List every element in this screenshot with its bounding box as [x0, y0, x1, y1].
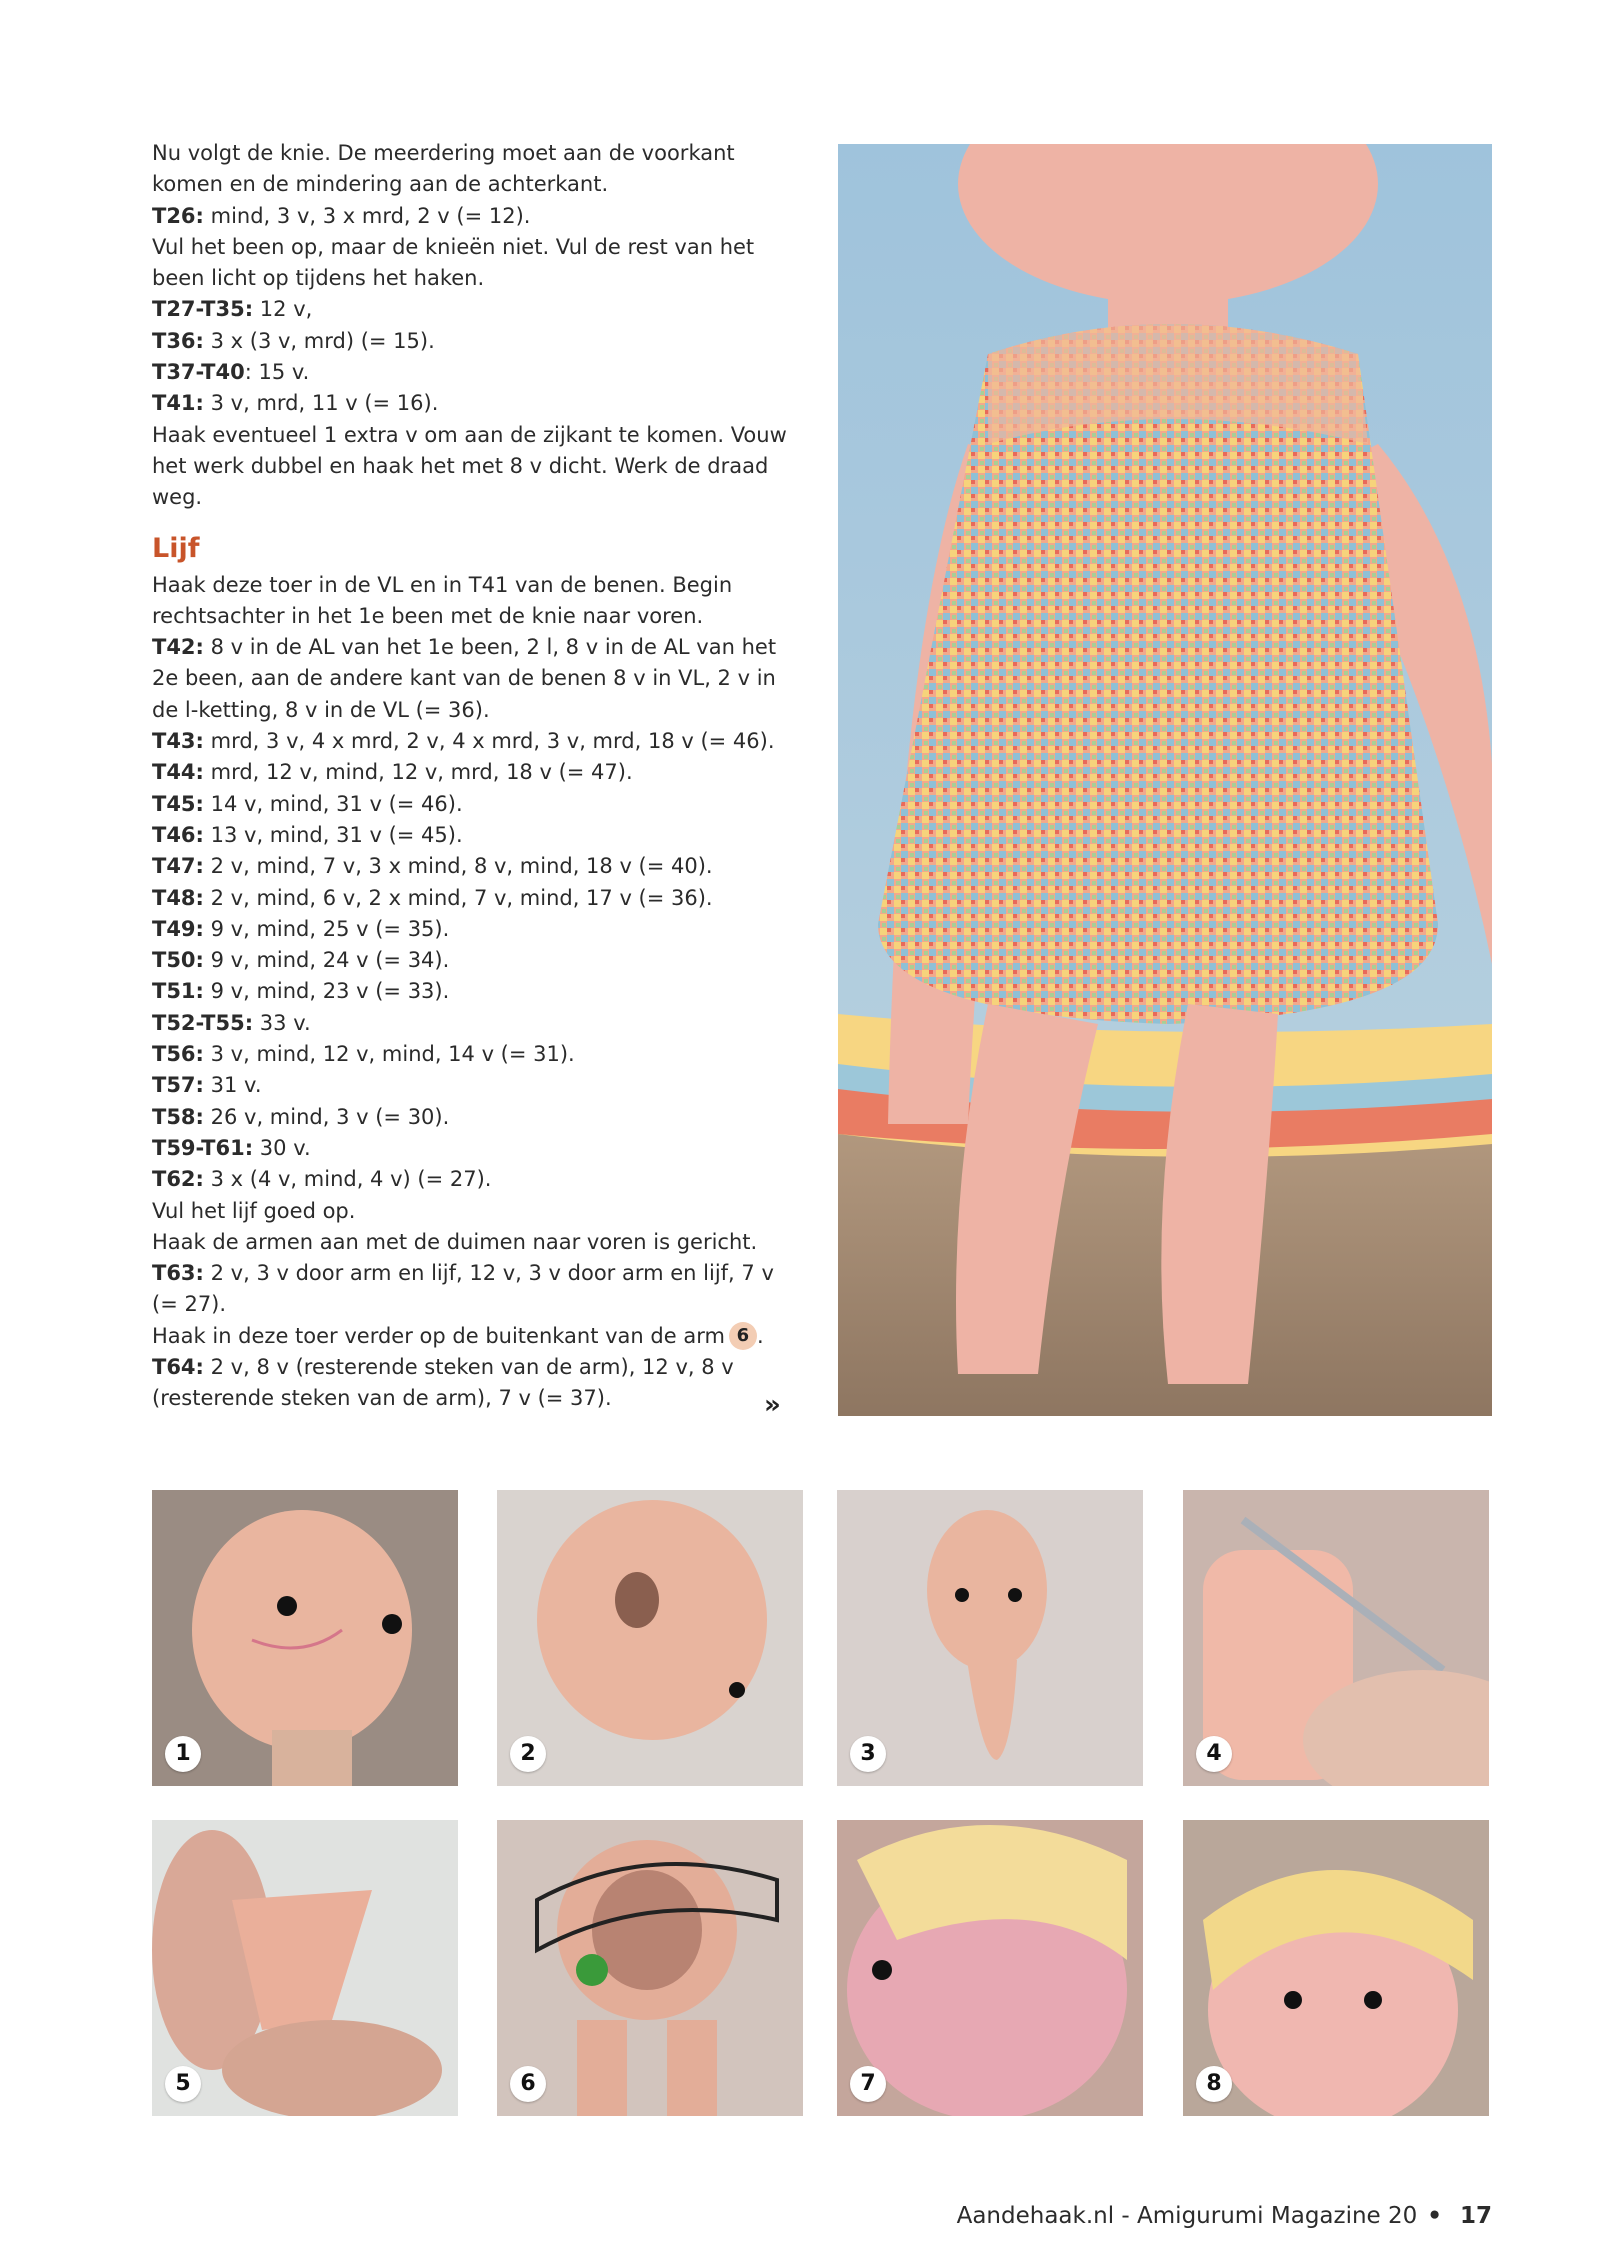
main-doll-photo	[838, 144, 1492, 1416]
section-title-lijf: Lijf	[152, 532, 200, 564]
pattern-row: T41: 3 v, mrd, 11 v (= 16).	[152, 391, 439, 416]
pattern-row: T47: 2 v, mind, 7 v, 3 x mind, 8 v, mind, 18 v (= 40).	[152, 854, 713, 879]
pattern-text	[152, 138, 802, 1415]
arms-note: Haak de armen aan met de duimen naar voren is gericht.	[152, 1229, 758, 1254]
continue-mark: »	[764, 1390, 781, 1420]
pattern-row: T56: 3 v, mind, 12 v, mind, 14 v (= 31).	[152, 1042, 575, 1067]
step-photo-7	[837, 1820, 1143, 2116]
step-badge: 7	[850, 2066, 886, 2102]
step-photo-6	[497, 1820, 803, 2116]
step-badge: 8	[1196, 2066, 1232, 2102]
step-photo-1	[152, 1490, 458, 1786]
pattern-row: T44: mrd, 12 v, mind, 12 v, mrd, 18 v (= 47).	[152, 760, 633, 785]
outer-note: Haak in deze toer verder op de buitenkant van de arm 6 .	[152, 1323, 764, 1348]
pattern-row: T48: 2 v, mind, 6 v, 2 x mind, 7 v, mind, 17 v (= 36).	[152, 885, 713, 910]
pattern-row: T27-T35: 12 v,	[152, 297, 313, 322]
pattern-row: T57: 31 v.	[152, 1073, 262, 1098]
pattern-row: T64: 2 v, 8 v (resterende steken van de arm), 12 v, 8 v (resterende steken van de arm), 7 v (= 37).	[152, 1354, 734, 1411]
pattern-row: T51: 9 v, mind, 23 v (= 33).	[152, 979, 450, 1004]
body-intro: Haak deze toer in de VL en in T41 van de benen. Begin rechtsachter in het 1e been met de knie naar voren.	[152, 572, 733, 628]
fill-body-note: Vul het lijf goed op.	[152, 1198, 356, 1223]
step-photo-8	[1183, 1820, 1489, 2116]
pattern-row: T43: mrd, 3 v, 4 x mrd, 2 v, 4 x mrd, 3 v, mrd, 18 v (= 46).	[152, 729, 775, 754]
pattern-row: T63: 2 v, 3 v door arm en lijf, 12 v, 3 v door arm en lijf, 7 v (= 27).	[152, 1261, 774, 1317]
pattern-row: T46: 13 v, mind, 31 v (= 45).	[152, 822, 463, 847]
pattern-row: T26: mind, 3 v, 3 x mrd, 2 v (= 12).	[152, 203, 531, 228]
page-number: 17	[1459, 2203, 1492, 2229]
photo-ref-badge: 6	[729, 1322, 757, 1350]
pattern-row: T62: 3 x (4 v, mind, 4 v) (= 27).	[152, 1167, 492, 1192]
pattern-row: T52-T55: 33 v.	[152, 1010, 311, 1035]
fill-leg-note: Vul het been op, maar de knieën niet. Vul de rest van het been licht op tijdens het haken.	[152, 234, 755, 291]
footer-site: Aandehaak.nl - Amigurumi Magazine 20	[956, 2203, 1418, 2229]
step-badge: 1	[165, 1736, 201, 1772]
pattern-row: T36: 3 x (3 v, mrd) (= 15).	[152, 328, 435, 353]
step-badge: 3	[850, 1736, 886, 1772]
step-photo-5	[152, 1820, 458, 2116]
pattern-row: T59-T61: 30 v.	[152, 1135, 311, 1160]
step-badge: 2	[510, 1736, 546, 1772]
pattern-row: T37-T40: 15 v.	[152, 360, 310, 385]
step-badge: 4	[1196, 1736, 1232, 1772]
pattern-row: T50: 9 v, mind, 24 v (= 34).	[152, 948, 450, 973]
step-badge: 5	[165, 2066, 201, 2102]
pattern-row: T49: 9 v, mind, 25 v (= 35).	[152, 916, 450, 941]
pattern-row: T45: 14 v, mind, 31 v (= 46).	[152, 791, 463, 816]
step-badge: 6	[510, 2066, 546, 2102]
pattern-row: T58: 26 v, mind, 3 v (= 30).	[152, 1104, 450, 1129]
leg-close-note: Haak eventueel 1 extra v om aan de zijkant te komen. Vouw het werk dubbel en haak het met 8 v dicht. Werk de draad weg.	[152, 422, 787, 510]
doll-illustration	[838, 144, 1492, 1416]
knee-intro: Nu volgt de knie. De meerdering moet aan de voorkant komen en de mindering aan de achterkant.	[152, 141, 735, 197]
step-photo-3	[837, 1490, 1143, 1786]
footer-separator: •	[1427, 2203, 1442, 2229]
step-photo-4	[1183, 1490, 1489, 1786]
pattern-row: T42: 8 v in de AL van het 1e been, 2 l, 8 v in de AL van het 2e been, aan de andere kant van de benen 8 v in VL, 2 v in de l-ketting, 8 v in de VL (= 36).	[152, 635, 777, 722]
page-footer	[957, 2203, 1492, 2229]
step-photo-2	[497, 1490, 803, 1786]
